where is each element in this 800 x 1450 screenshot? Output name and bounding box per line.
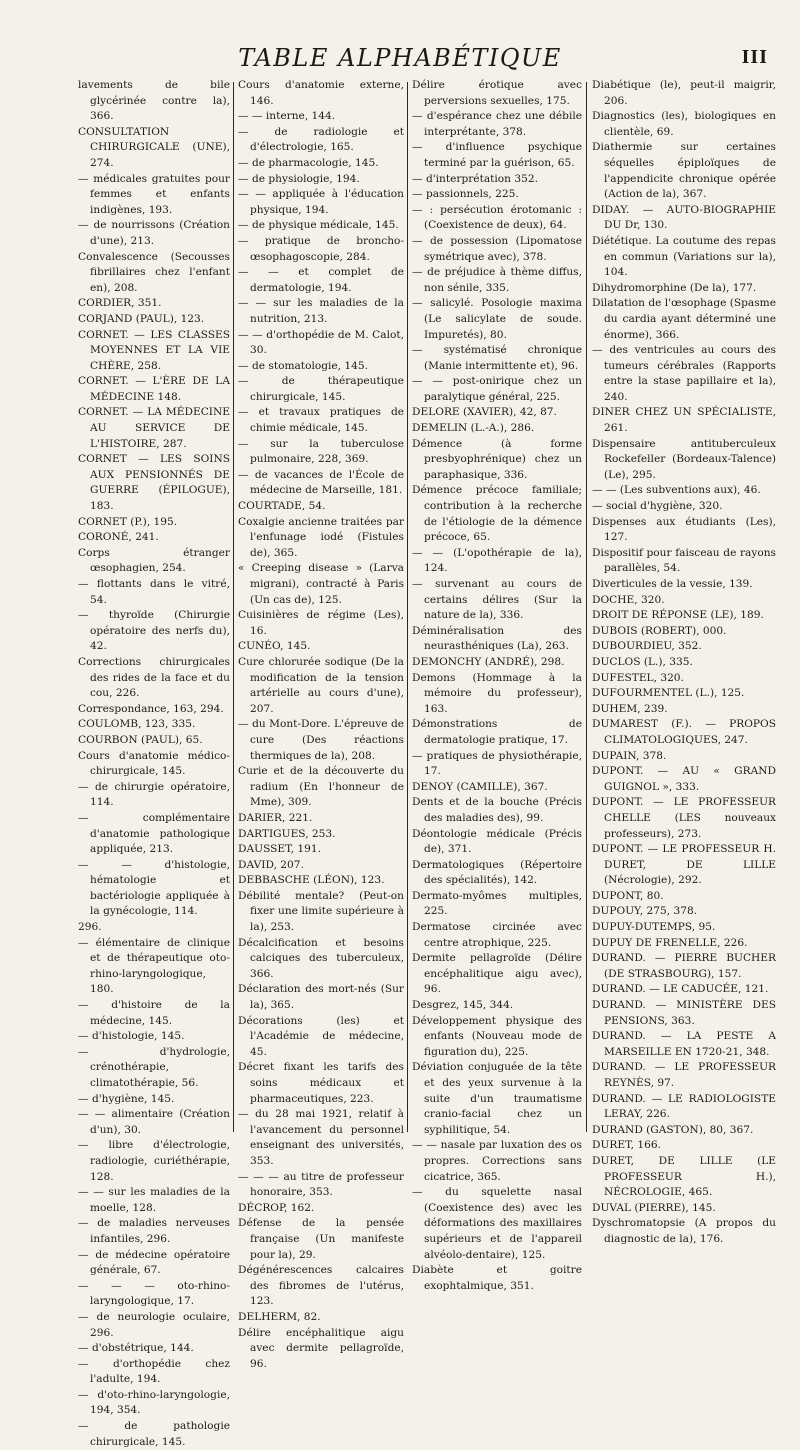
index-entry: DUPONT. — LE PROFESSEUR CHELLE (LES nouveaux professeurs), 273. — [592, 796, 776, 840]
index-entry: DURET, 166. — [592, 1139, 661, 1152]
index-entry: DURAND. — LE PROFESSEUR REYNÈS, 97. — [592, 1061, 776, 1089]
index-entry: — sur la tuberculose pulmonaire, 228, 369. — [238, 437, 404, 466]
index-entry: — des ventricules au cours des tumeurs cérébrales (Rapports entre la stase papillaire et la), 240. — [592, 344, 776, 403]
index-entry: — de maladies nerveuses infantiles, 296. — [78, 1217, 230, 1245]
index-entry: Cure chlorurée sodique (De la modification de la tension artérielle au cours d'une), 207. — [238, 655, 404, 715]
index-entry: Dents et de la bouche (Précis des maladies des), 99. — [412, 796, 582, 824]
index-entry: DUCLOS (L.), 335. — [592, 655, 693, 668]
index-entry: Dermatologiques (Répertoire des spécialités), 142. — [412, 858, 582, 887]
index-column-1 — [78, 78, 230, 1448]
index-entry: Corrections chirurgicales des rides de la face et du cou, 226. — [78, 655, 230, 700]
page-title: TABLE ALPHABÉTIQUE — [238, 44, 562, 72]
index-entry: Dispositif pour faisceau de rayons parallèles, 54. — [592, 546, 776, 575]
index-entry: Coxalgie ancienne traitées par l'enfunage iodé (Fistules de), 365. — [238, 515, 404, 559]
index-entry: COULOMB, 123, 335. — [78, 718, 196, 731]
index-entry: — d'orthopédie chez l'adulte, 194. — [78, 1357, 230, 1386]
index-entry: — thyroïde (Chirurgie opératoire des nerfs du), 42. — [78, 609, 230, 653]
index-entry: CORDIER, 351. — [78, 297, 162, 310]
index-entry: Demons (Hommage à la mémoire du professeur), 163. — [412, 671, 582, 715]
index-entry: Démonstrations de dermatologie pratique, 17. — [412, 718, 582, 746]
index-entry: Démence (à forme presbyophrénique) chez un paraphasique, 336. — [412, 437, 582, 481]
index-entry: DIDAY. — AUTO-BIOGRAPHIE DU Dr, 130. — [592, 203, 776, 232]
index-column-4 — [592, 78, 776, 1245]
index-entry: DURAND. — LE CADUCÉE, 121. — [592, 983, 769, 996]
index-entry: — — d'histologie, hématologie et bactériologie appliquée à la gynécologie, 114. — [78, 858, 230, 918]
index-entry: — libre d'électrologie, radiologie, curiéthérapie, 128. — [78, 1139, 230, 1183]
index-entry: DUHEM, 239. — [592, 702, 668, 715]
index-entry: — de physiologie, 194. — [238, 172, 360, 185]
index-entry: DAVID, 207. — [238, 858, 304, 871]
index-entry: — — appliquée à l'éducation physique, 194. — [238, 188, 404, 216]
index-entry: — d'interprétation 352. — [412, 172, 538, 185]
index-column-3 — [412, 78, 582, 1292]
index-entry: Dermato-myômes multiples, 225. — [412, 889, 582, 918]
index-entry: — de physique médicale, 145. — [238, 219, 399, 232]
index-entry: — d'influence psychique terminé par la guérison, 65. — [412, 141, 582, 169]
index-entry: — social d'hygiène, 320. — [592, 500, 723, 513]
index-entry: DUPUY DE FRENELLE, 226. — [592, 936, 748, 949]
index-entry: — élémentaire de clinique et de thérapeutique oto-rhino-laryngologique, 180. — [78, 936, 230, 996]
index-entry: CORJAND (PAUL), 123. — [78, 312, 205, 325]
index-entry: DUPUY-DUTEMPS, 95. — [592, 921, 716, 934]
index-entry: — de possession (Lipomatose symétrique avec), 378. — [412, 234, 582, 263]
index-entry: DURAND. — LE RADIOLOGISTE LERAY, 226. — [592, 1092, 776, 1121]
column-divider — [586, 82, 587, 1132]
index-entry: — et travaux pratiques de chimie médicale, 145. — [238, 406, 404, 435]
index-entry: — — — au titre de professeur honoraire, 353. — [238, 1170, 404, 1199]
index-entry: Diabétique (le), peut-il maigrir, 206. — [592, 79, 776, 107]
index-entry: DINER CHEZ UN SPÉCIALISTE, 261. — [592, 406, 776, 435]
index-entry: Déviation conjuguée de la tête et des yeux survenue à la suite d'un traumatisme cranio-facial chez un syphilitique, 54. — [412, 1061, 582, 1136]
index-entry: — : persécution érotomanic : (Coexistence de deux), 64. — [412, 203, 582, 232]
index-entry: — d'histoire de la médecine, 145. — [78, 999, 230, 1027]
index-entry: DUBOURDIEU, 352. — [592, 640, 702, 653]
index-entry: — médicales gratuites pour femmes et enfants indigènes, 193. — [78, 172, 230, 216]
index-entry: — — interne, 144. — [238, 110, 336, 123]
index-entry: Dermatose circinée avec centre atrophique, 225. — [412, 921, 582, 949]
index-entry: DEMELIN (L.-A.), 286. — [412, 422, 535, 435]
index-entry: Diverticules de la vessie, 139. — [592, 578, 753, 590]
index-entry: DUPONT, 80. — [592, 889, 664, 902]
index-entry: — de stomatologie, 145. — [238, 359, 368, 372]
index-entry: — — sur les maladies de la moelle, 128. — [78, 1186, 230, 1214]
index-entry: Dispenses aux étudiants (Les), 127. — [592, 515, 776, 544]
index-entry: Cours d'anatomie médico-chirurgicale, 145. — [78, 749, 230, 778]
index-entry: CORNET. — LA MÉDECINE AU SERVICE DE L'HISTOIRE, 287. — [78, 406, 230, 450]
index-entry: — — sur les maladies de la nutrition, 213. — [238, 297, 404, 325]
index-entry: DEMONCHY (ANDRÉ), 298. — [412, 655, 565, 668]
index-entry: Diagnostics (les), biologiques en clientèle, 69. — [592, 110, 776, 138]
index-entry: DUMAREST (F.). — PROPOS CLIMATOLOGIQUES, 247. — [592, 718, 776, 746]
index-entry: DARTIGUES, 253. — [238, 827, 336, 840]
index-entry: Décorations (les) et l'Académie de médecine, 45. — [238, 1014, 404, 1058]
index-entry: — pratiques de physiothérapie, 17. — [412, 749, 582, 778]
index-entry: DUPOUY, 275, 378. — [592, 905, 698, 918]
index-entry: — passionnels, 225. — [412, 188, 519, 201]
index-entry: — de thérapeutique chirurgicale, 145. — [238, 375, 404, 403]
index-entry: Démence précoce familiale; contribution à la recherche de l'étiologie de la démence précoce, 65. — [412, 484, 582, 544]
index-entry: Corps étranger œsophagien, 254. — [78, 546, 230, 575]
index-entry: — de pathologie chirurgicale, 145. — [78, 1420, 230, 1448]
index-entry: Diabète et goitre exophtalmique, 351. — [412, 1264, 582, 1292]
index-column-2 — [238, 78, 404, 1370]
index-entry: DURET, DE LILLE (LE PROFESSEUR H.), NÉCROLOGIE, 465. — [592, 1154, 776, 1199]
index-entry: DELHERM, 82. — [238, 1310, 321, 1323]
index-entry: — de préjudice à thème diffus, non sénile, 335. — [412, 266, 582, 294]
page-number: III — [741, 46, 768, 68]
index-entry: DAUSSET, 191. — [238, 843, 321, 856]
index-entry: CONSULTATION CHIRURGICALE (UNE), 274. — [78, 125, 230, 169]
index-entry: — pratique de broncho-œsophagoscopie, 284. — [238, 234, 404, 263]
index-entry: DUFESTEL, 320. — [592, 671, 684, 684]
index-entry: 296. — [78, 921, 102, 934]
index-entry: Déontologie médicale (Précis de), 371. — [412, 827, 582, 856]
index-entry: Dilatation de l'œsophage (Spasme du cardia ayant déterminé une énorme), 366. — [592, 297, 776, 341]
index-entry: Débilité mentale? (Peut-on fixer une limite supérieure à la), 253. — [238, 889, 404, 934]
index-entry: DELORE (XAVIER), 42, 87. — [412, 406, 557, 419]
index-entry: Développement physique des enfants (Nouveau mode de figuration du), 225. — [412, 1014, 582, 1058]
index-entry: — de vacances de l'École de médecine de Marseille, 181. — [238, 468, 404, 497]
index-entry: DURAND. — MINISTÈRE DES PENSIONS, 363. — [592, 999, 776, 1027]
index-entry: COURTADE, 54. — [238, 500, 326, 513]
index-entry: Dyschromatopsie (A propos du diagnostic de la), 176. — [592, 1217, 776, 1245]
index-entry: CORNET — LES SOINS AUX PENSIONNÉS DE GUERRE (ÉPILOGUE), 183. — [78, 453, 230, 513]
index-entry: — du squelette nasal (Coexistence des) avec les déformations des maxillaires supérieurs et de l'appareil alvéolo-dentaire), 125. — [412, 1186, 582, 1261]
index-entry: Décret fixant les tarifs des soins médicaux et pharmaceutiques, 223. — [238, 1061, 404, 1105]
index-entry: CORNET (P.), 195. — [78, 515, 178, 528]
index-entry: — — et complet de dermatologie, 194. — [238, 266, 404, 294]
index-entry: CORNET. — L'ÈRE DE LA MÉDECINE 148. — [78, 375, 230, 403]
index-entry: — — post-onirique chez un paralytique général, 225. — [412, 375, 582, 403]
index-entry: DOCHE, 320. — [592, 593, 665, 606]
index-entry: CORONÉ, 241. — [78, 531, 159, 544]
index-entry: — de chirurgie opératoire, 114. — [78, 780, 230, 809]
index-entry: — du Mont-Dore. L'épreuve de cure (Des réactions thermiques de la), 208. — [238, 718, 404, 762]
index-entry: DENOY (CAMILLE), 367. — [412, 780, 548, 793]
index-entry: Desgrez, 145, 344. — [412, 999, 514, 1012]
index-entry: Diathermie sur certaines séquelles épiploïques de l'appendicite chronique opérée (Action de la), 367. — [592, 141, 776, 201]
index-entry: — d'oto-rhino-laryngologie, 194, 354. — [78, 1388, 230, 1417]
index-entry: — d'hydrologie, crénothérapie, climatothérapie, 56. — [78, 1045, 230, 1089]
index-entry: Diététique. La coutume des repas en commun (Variations sur la), 104. — [592, 234, 776, 279]
index-entry: DURAND. — PIERRE BUCHER (DE STRASBOURG), 157. — [592, 952, 776, 980]
index-entry: — — (Les subventions aux), 46. — [592, 484, 761, 497]
column-divider — [407, 82, 408, 1132]
index-entry: — de nourrissons (Création d'une), 213. — [78, 219, 230, 247]
index-entry: DURAND (GASTON), 80, 367. — [592, 1123, 754, 1136]
index-entry: DUVAL (PIERRE), 145. — [592, 1201, 716, 1214]
index-entry: Dispensaire antituberculeux Rockefeller (Bordeaux-Talence) (Le), 295. — [592, 437, 776, 481]
index-entry: — de médecine opératoire générale, 67. — [78, 1248, 230, 1277]
index-entry: CUNÉO, 145. — [238, 640, 311, 653]
index-entry: — — — oto-rhino-laryngologique, 17. — [78, 1279, 230, 1308]
index-entry: — d'espérance chez une débile interprétante, 378. — [412, 110, 582, 138]
index-entry: DUFOURMENTEL (L.), 125. — [592, 687, 745, 700]
index-entry: — — d'orthopédie de M. Calot, 30. — [238, 328, 404, 357]
index-entry: Déminéralisation des neurasthéniques (La), 263. — [412, 624, 582, 653]
running-header — [0, 44, 800, 80]
index-entry: DROIT DE RÉPONSE (LE), 189. — [592, 609, 764, 622]
index-entry: Convalescence (Secousses fibrillaires chez l'enfant en), 208. — [78, 250, 230, 294]
index-entry: — du 28 mai 1921, relatif à l'avancement du personnel enseignant des universités, 353. — [238, 1108, 404, 1167]
index-entry: Délire encéphalitique aigu avec dermite pellagroïde, 96. — [238, 1326, 404, 1370]
index-entry: Défense de la pensée française (Un manifeste pour la), 29. — [238, 1217, 404, 1261]
index-entry: — — alimentaire (Création d'un), 30. — [78, 1108, 230, 1136]
index-entry: — flottants dans le vitré, 54. — [78, 578, 230, 606]
index-entry: — de neurologie oculaire, 296. — [78, 1310, 230, 1339]
index-entry: DARIER, 221. — [238, 811, 313, 824]
index-entry: — d'hygiène, 145. — [78, 1092, 175, 1105]
index-entry: Déclaration des mort-nés (Sur la), 365. — [238, 983, 404, 1012]
index-entry: — complémentaire d'anatomie pathologique appliquée, 213. — [78, 811, 230, 856]
index-entry: — d'histologie, 145. — [78, 1030, 185, 1043]
index-entry: DEBBASCHE (LÉON), 123. — [238, 874, 385, 887]
index-entry: DUPAIN, 378. — [592, 749, 667, 762]
index-entry: — de radiologie et d'électrologie, 165. — [238, 125, 404, 154]
index-entry: Dihydromorphine (De la), 177. — [592, 281, 757, 294]
index-entry: — systématisé chronique (Manie intermittente et), 96. — [412, 344, 582, 372]
index-entry: DUBOIS (ROBERT), 000. — [592, 624, 727, 637]
index-entry: — d'obstétrique, 144. — [78, 1342, 194, 1355]
index-entry: DUPONT. — LE PROFESSEUR H. DURET, DE LILLE (Nécrologie), 292. — [592, 843, 776, 887]
index-entry: CORNET. — LES CLASSES MOYENNES ET LA VIE CHÈRE, 258. — [78, 328, 230, 372]
index-entry: Délire érotique avec perversions sexuelles, 175. — [412, 79, 582, 107]
index-entry: DÉCROP, 162. — [238, 1201, 315, 1214]
index-entry: DUPONT. — AU « GRAND GUIGNOL », 333. — [592, 765, 776, 793]
index-columns — [78, 78, 778, 1448]
index-entry: — — (L'opothérapie de la), 124. — [412, 546, 582, 575]
index-entry: lavements de bile glycérinée contre la), 366. — [78, 79, 230, 123]
index-entry: Cuisinières de régime (Les), 16. — [238, 609, 404, 637]
column-divider — [233, 82, 234, 1132]
index-entry: DURAND. — LA PESTE A MARSEILLE EN 1720-21, 348. — [592, 1030, 776, 1058]
index-entry: — — nasale par luxation des os propres. Corrections sans cicatrice, 365. — [412, 1139, 582, 1183]
index-entry: Décalcification et besoins calciques des tuberculeux, 366. — [238, 936, 404, 980]
index-entry: Dermite pellagroïde (Délire encéphalitique aigu avec), 96. — [412, 952, 582, 996]
index-entry: Curie et de la découverte du radium (En l'honneur de Mme), 309. — [238, 765, 404, 809]
index-entry: Cours d'anatomie externe, 146. — [238, 79, 404, 107]
index-entry: Correspondance, 163, 294. — [78, 702, 224, 715]
index-entry: Dégénérescences calcaires des fibromes de l'utérus, 123. — [238, 1264, 404, 1308]
index-entry: COURBON (PAUL), 65. — [78, 733, 203, 746]
index-entry: — survenant au cours de certains délires (Sur la nature de la), 336. — [412, 578, 582, 622]
index-entry: — salicylé. Posologie maxima (Le salicylate de soude. Impuretés), 80. — [412, 297, 582, 341]
index-entry: « Creeping disease » (Larva migrani), contracté à Paris (Un cas de), 125. — [238, 562, 404, 606]
index-entry: — de pharmacologie, 145. — [238, 156, 379, 169]
